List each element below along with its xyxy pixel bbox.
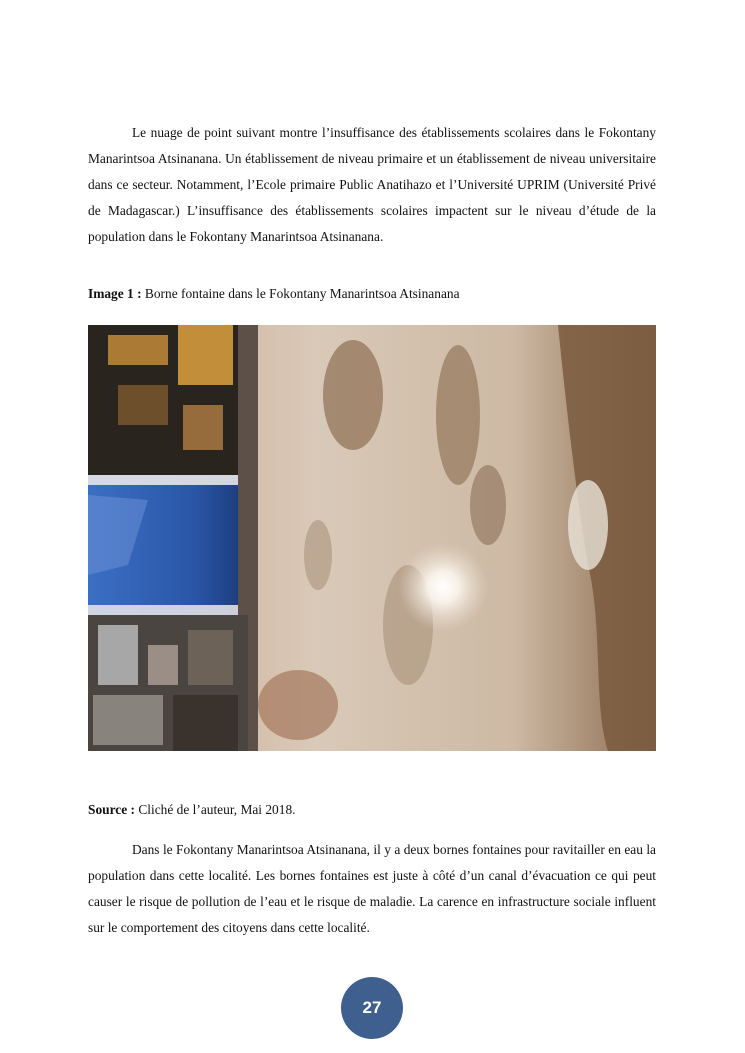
image-source-label: Source :: [88, 802, 135, 817]
page-number-badge: [341, 977, 403, 1039]
paragraph-fountains-text: Dans le Fokontany Manarintsoa Atsinanana, il y a deux bornes fontaines pour ravitailler en eau la population dans cette localité. Les bornes fontaines est juste à côté d’un canal d’évacuation ce qui peut causer le risque de pollution de l’eau et le risque de maladie. La carence en infrastructure sociale influent sur le comportement des citoyens dans cette localité.: [88, 842, 656, 935]
paragraph-fountains: [88, 837, 656, 941]
paragraph-schools: [88, 120, 656, 250]
image-source: [88, 802, 296, 818]
photo-borne-fontaine: [88, 325, 656, 751]
paragraph-schools-text: Le nuage de point suivant montre l’insuffisance des établissements scolaires dans le Fokontany Manarintsoa Atsinanana. Un établissement de niveau primaire et un établissement de niveau universitaire dans ce secteur. Notamment, l’Ecole primaire Public Anatihazo et l’Université UPRIM (Université Privé de Madagascar.) L’insuffisance des établissements scolaires impactent sur le niveau d’étude de la population dans le Fokontany Manarintsoa Atsinanana.: [88, 125, 656, 244]
image-caption-text: Borne fontaine dans le Fokontany Manarintsoa Atsinanana: [144, 286, 460, 301]
image-caption: [88, 286, 460, 302]
image-caption-label: Image 1 :: [88, 286, 142, 301]
image-source-text: Cliché de l’auteur, Mai 2018.: [138, 802, 296, 817]
page-number: 27: [362, 998, 382, 1017]
